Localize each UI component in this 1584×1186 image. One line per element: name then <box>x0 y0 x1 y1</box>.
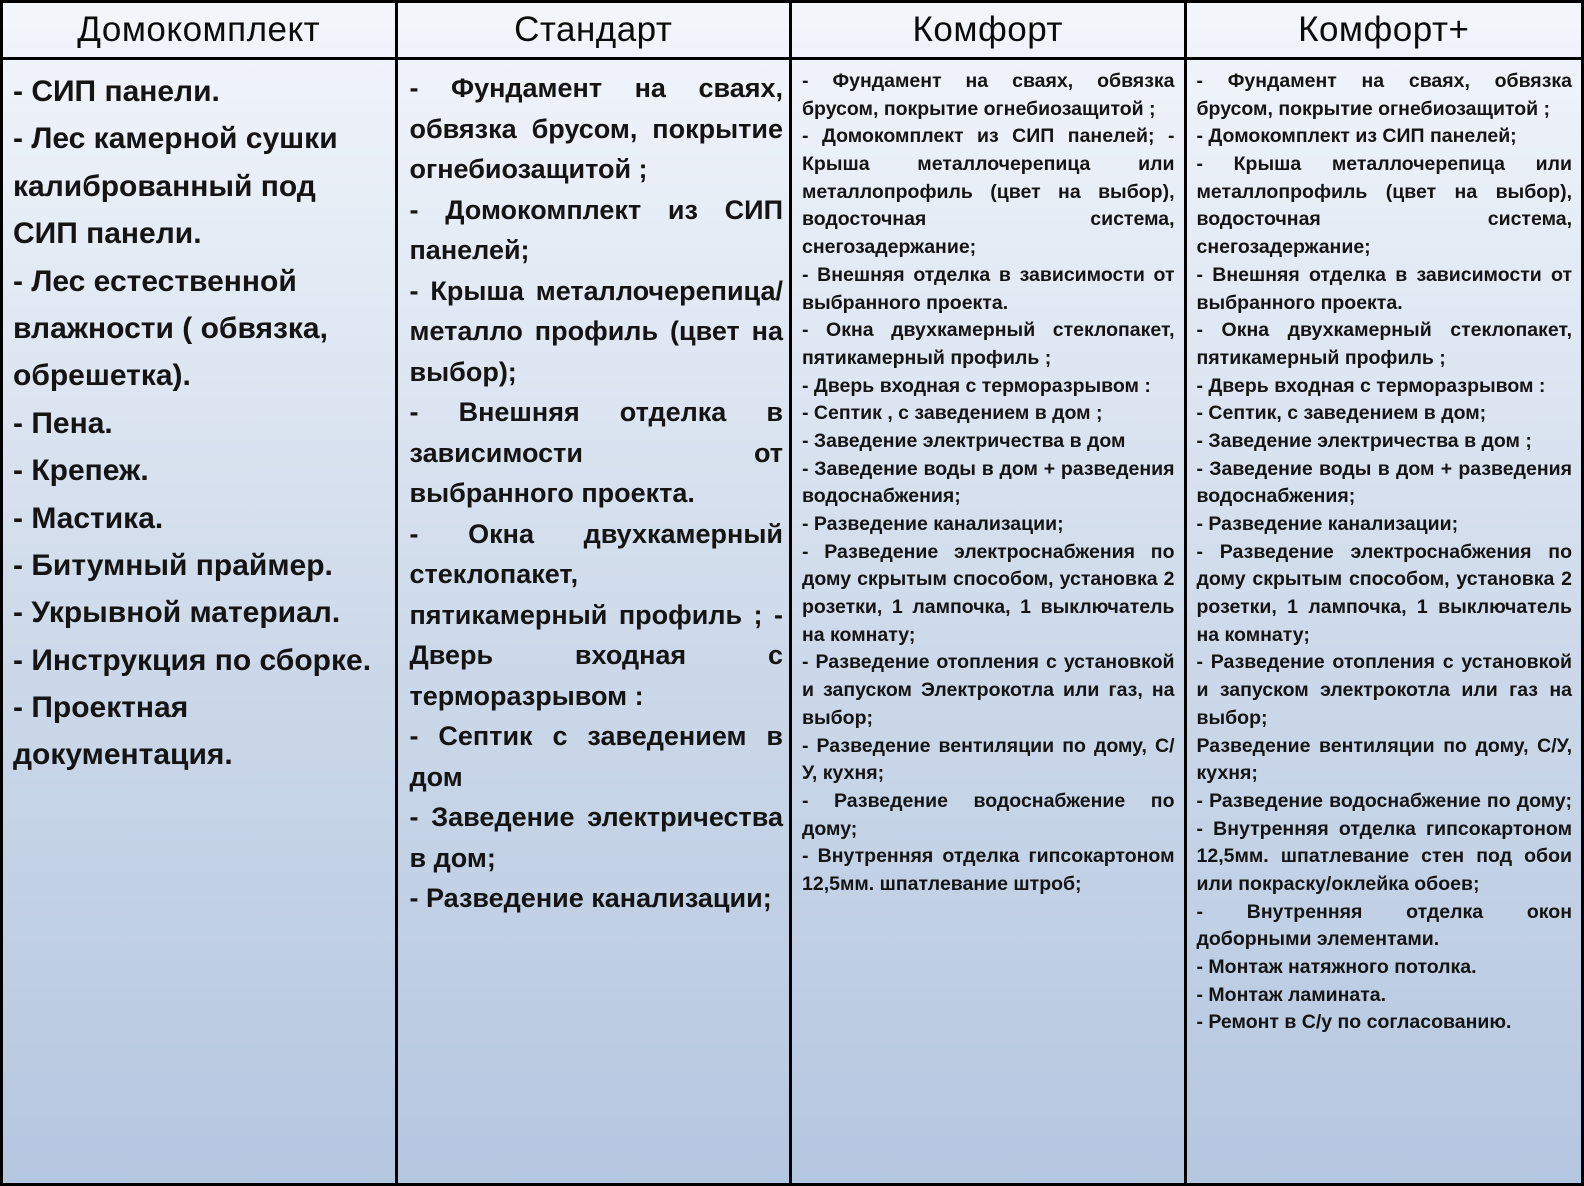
feature-item: - Дверь входная с терморазрывом : <box>1196 374 1546 397</box>
feature-item: - Разведение водоснабжение по дому; - Внутренняя отделка гипсокартоном 12,5мм. шпатлевание стен под обои или покраску/оклейка обоев; <box>1196 789 1572 895</box>
feature-item: - Мастика. <box>13 501 164 535</box>
feature-item: - Домокомплект из СИП панелей; <box>409 194 783 265</box>
feature-item: - Разведение отопления с установкой и запуском Электрокотла или газ, на выбор; <box>802 651 1175 729</box>
feature-item: - Септик, с заведением в дом; <box>1196 402 1487 425</box>
feature-item: - Заведение электричества в дом ; <box>1196 429 1532 452</box>
feature-item: - Заведение воды в дом + разведения водоснабжения; <box>1196 457 1572 508</box>
feature-item: - Разведение отопления с установкой и запуском электрокотла или газ на выбор; <box>1196 651 1572 729</box>
column-header-label: Комфорт <box>912 10 1063 49</box>
feature-item: - Разведение вентиляции по дому, С/У, кухня; <box>802 734 1175 785</box>
column-header-label: Домокомплект <box>77 10 321 49</box>
feature-item: - Фундамент на сваях, обвязка брусом, покрытие огнебиозащитой ; <box>802 70 1175 120</box>
feature-item: - Заведение воды в дом + разведения водоснабжения; <box>802 457 1175 508</box>
feature-item: - Пена. <box>13 406 113 440</box>
feature-item: - Ремонт в С/у по согласованию. <box>1196 1011 1512 1034</box>
feature-item: - Крыша металлочерепица/металло профиль (цвет на выбор); <box>409 275 783 387</box>
feature-list-standart <box>398 60 793 1183</box>
column-header-komfort <box>792 3 1187 60</box>
feature-item: - Лес камерной сушки калиброванный под СИП панели. <box>13 122 338 251</box>
feature-item: - Внешняя отделка в зависимости от выбранного проекта. <box>409 397 783 508</box>
feature-item: - Внутренняя отделка окон доборными элементами. <box>1196 900 1572 951</box>
feature-list-komfort <box>792 60 1187 1183</box>
feature-item: - Септик , с заведением в дом ; <box>802 402 1103 425</box>
feature-item: - Фундамент на сваях, обвязка брусом, покрытие огнебиозащитой ; <box>409 73 783 184</box>
feature-item: - Внутренняя отделка гипсокартоном 12,5мм. шпатлевание штроб; <box>802 845 1175 895</box>
feature-item: - Разведение водоснабжение по дому; <box>802 789 1175 840</box>
column-header-komfort-plus <box>1187 3 1582 60</box>
feature-item: - Заведение электричества в дом; <box>409 802 783 873</box>
feature-item: - Монтаж ламината. <box>1196 983 1387 1006</box>
feature-item: - Крепеж. <box>13 454 149 488</box>
column-header-domokomplekt <box>3 3 398 60</box>
column-header-standart <box>398 3 793 60</box>
column-header-label: Комфорт+ <box>1298 10 1470 49</box>
feature-item: - Окна двухкамерный стеклопакет, пятикамерный профиль ; <box>802 319 1175 369</box>
feature-item: - Разведение канализации; <box>1196 513 1459 535</box>
feature-item: - Битумный праймер. <box>13 548 333 582</box>
feature-item: - Разведение канализации; <box>802 513 1064 535</box>
feature-item: - Лес естественной влажности ( обвязка, обрешетка). <box>13 264 328 393</box>
feature-item: - Домокомплект из СИП панелей; <box>1196 125 1517 148</box>
feature-item: - Заведение электричества в дом <box>802 429 1126 452</box>
feature-item: - СИП панели. <box>13 75 220 108</box>
feature-item: - Проектная документация. <box>13 691 233 772</box>
feature-item: Разведение вентиляции по дому, С/У, кухня; <box>1196 734 1572 785</box>
feature-item: - Домокомплект из СИП панелей; - Крыша металлочерепица или металлопрофиль (цвет на выбор), водосточная система, снегозадержание; <box>802 125 1175 259</box>
feature-item: - Укрывной материал. <box>13 596 341 630</box>
feature-item: - Разведение канализации; <box>409 883 772 913</box>
feature-list-domokomplekt <box>3 60 398 1183</box>
feature-item: - Инструкция по сборке. <box>13 643 372 677</box>
feature-item: - Окна двухкамерный стеклопакет, пятикамерный профиль ; - Дверь входная с терморазрывом : <box>409 518 783 711</box>
feature-item: - Внешняя отделка в зависимости от выбранного проекта. <box>1196 263 1572 314</box>
column-header-label: Стандарт <box>514 10 673 49</box>
feature-item: - Септик с заведением в дом <box>409 721 783 792</box>
feature-item: - Разведение электроснабжения по дому скрытым способом, установка 2 розетки, 1 лампочка, 1 выключатель на комнату; <box>802 540 1175 646</box>
feature-item: - Разведение электроснабжения по дому скрытым способом, установка 2 розетки, 1 лампочка, 1 выключатель на комнату; <box>1196 540 1572 646</box>
feature-item: - Внешняя отделка в зависимости от выбранного проекта. <box>802 263 1175 314</box>
feature-item: - Монтаж натяжного потолка. <box>1196 956 1477 978</box>
feature-item: - Окна двухкамерный стеклопакет, пятикамерный профиль ; <box>1196 319 1572 369</box>
feature-item: - Крыша металлочерепица или металлопрофиль (цвет на выбор), водосточная система, снегозадержание; <box>1196 153 1572 259</box>
feature-item: - Фундамент на сваях, обвязка брусом, покрытие огнебиозащитой ; <box>1196 70 1572 120</box>
feature-list-komfort-plus <box>1187 60 1582 1183</box>
feature-item: - Дверь входная с терморазрывом : <box>802 374 1151 397</box>
